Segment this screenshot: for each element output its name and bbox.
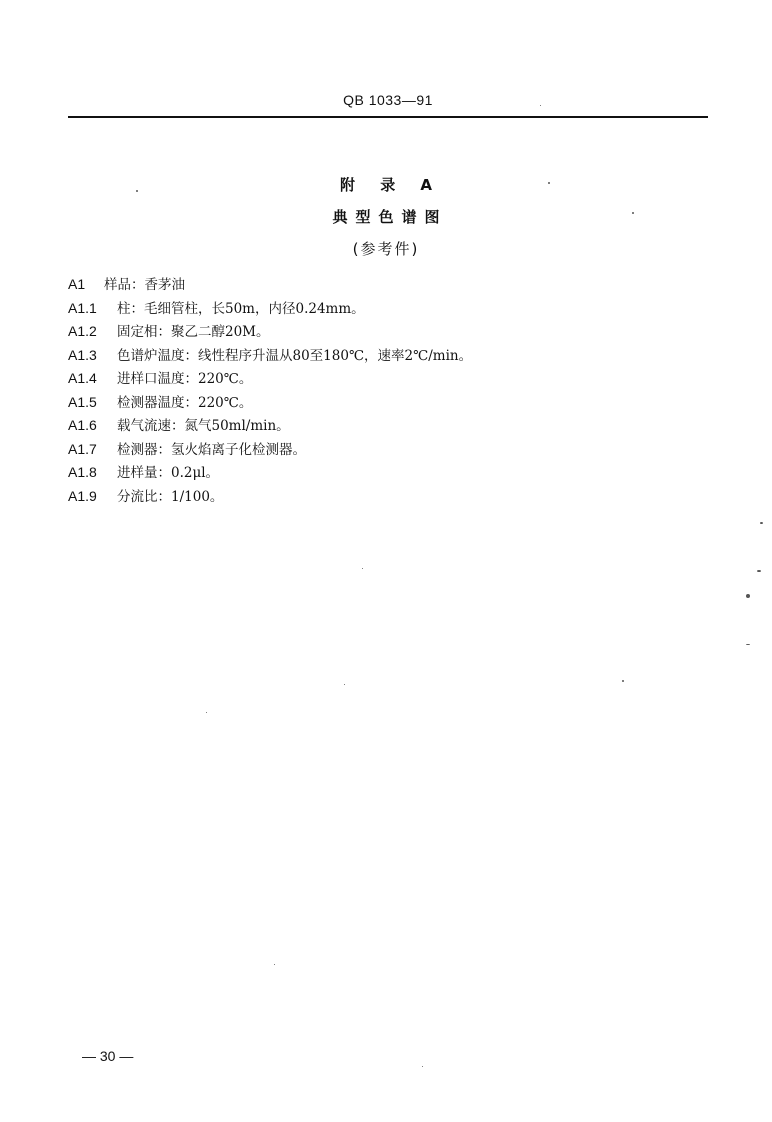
reference-note: (参考件) [352,240,420,258]
item-number: A1.3 [68,346,97,363]
scan-speck [274,964,275,965]
scan-speck [632,212,634,214]
item-text: 载气流速：氮气50ml/min。 [117,418,290,434]
scan-speck [548,182,550,184]
scan-speck [540,105,541,106]
item-text: 进样量：0.2μl。 [117,465,220,481]
item-number: A1.9 [68,487,97,504]
list-item [68,367,472,391]
list-item [68,485,472,509]
item-text: 进样口温度：220℃。 [117,371,253,387]
scan-speck [362,568,363,569]
item-number: A1.4 [68,370,97,386]
item-number: A1.7 [68,440,97,457]
appendix-title: 附 录 A [339,176,443,194]
item-text: 检测器温度：220℃。 [117,394,253,411]
item-number: A1.2 [68,323,97,339]
document-code: QB 1033—91 [343,92,433,108]
scan-speck [760,522,763,524]
list-item [68,344,472,368]
list-item [68,391,472,415]
item-text: 检测器：氢火焰离子化检测器。 [117,441,306,458]
chart-title: 典型色谱图 [332,208,448,226]
scan-speck [746,644,750,645]
list-item [68,273,472,297]
scan-speck [344,684,345,685]
page-number: — 30 — [82,1048,134,1064]
item-text: 分流比：1/100。 [117,488,224,505]
item-number: A1 [68,276,86,292]
item-number: A1.6 [68,417,97,433]
scan-speck [136,190,138,192]
list-item [68,297,472,321]
header-rule [68,116,708,118]
scan-speck [206,712,207,713]
item-number: A1.5 [68,393,97,410]
list-item [68,461,472,485]
item-text: 样品：香茅油 [104,277,185,293]
item-number: A1.1 [68,299,97,316]
scan-speck [757,570,761,572]
scan-speck [422,1066,423,1067]
list-item [68,320,472,344]
item-text: 固定相：聚乙二醇20M。 [117,324,270,340]
scan-speck [746,594,750,598]
scan-speck [622,680,624,682]
list-item [68,438,472,462]
list-item [68,414,472,438]
item-number: A1.8 [68,464,97,480]
item-text: 柱：毛细管柱，长50m，内径0.24mm。 [117,300,365,317]
spec-list [68,273,472,508]
item-text: 色谱炉温度：线性程序升温从80至180℃，速率2℃/min。 [117,347,473,364]
